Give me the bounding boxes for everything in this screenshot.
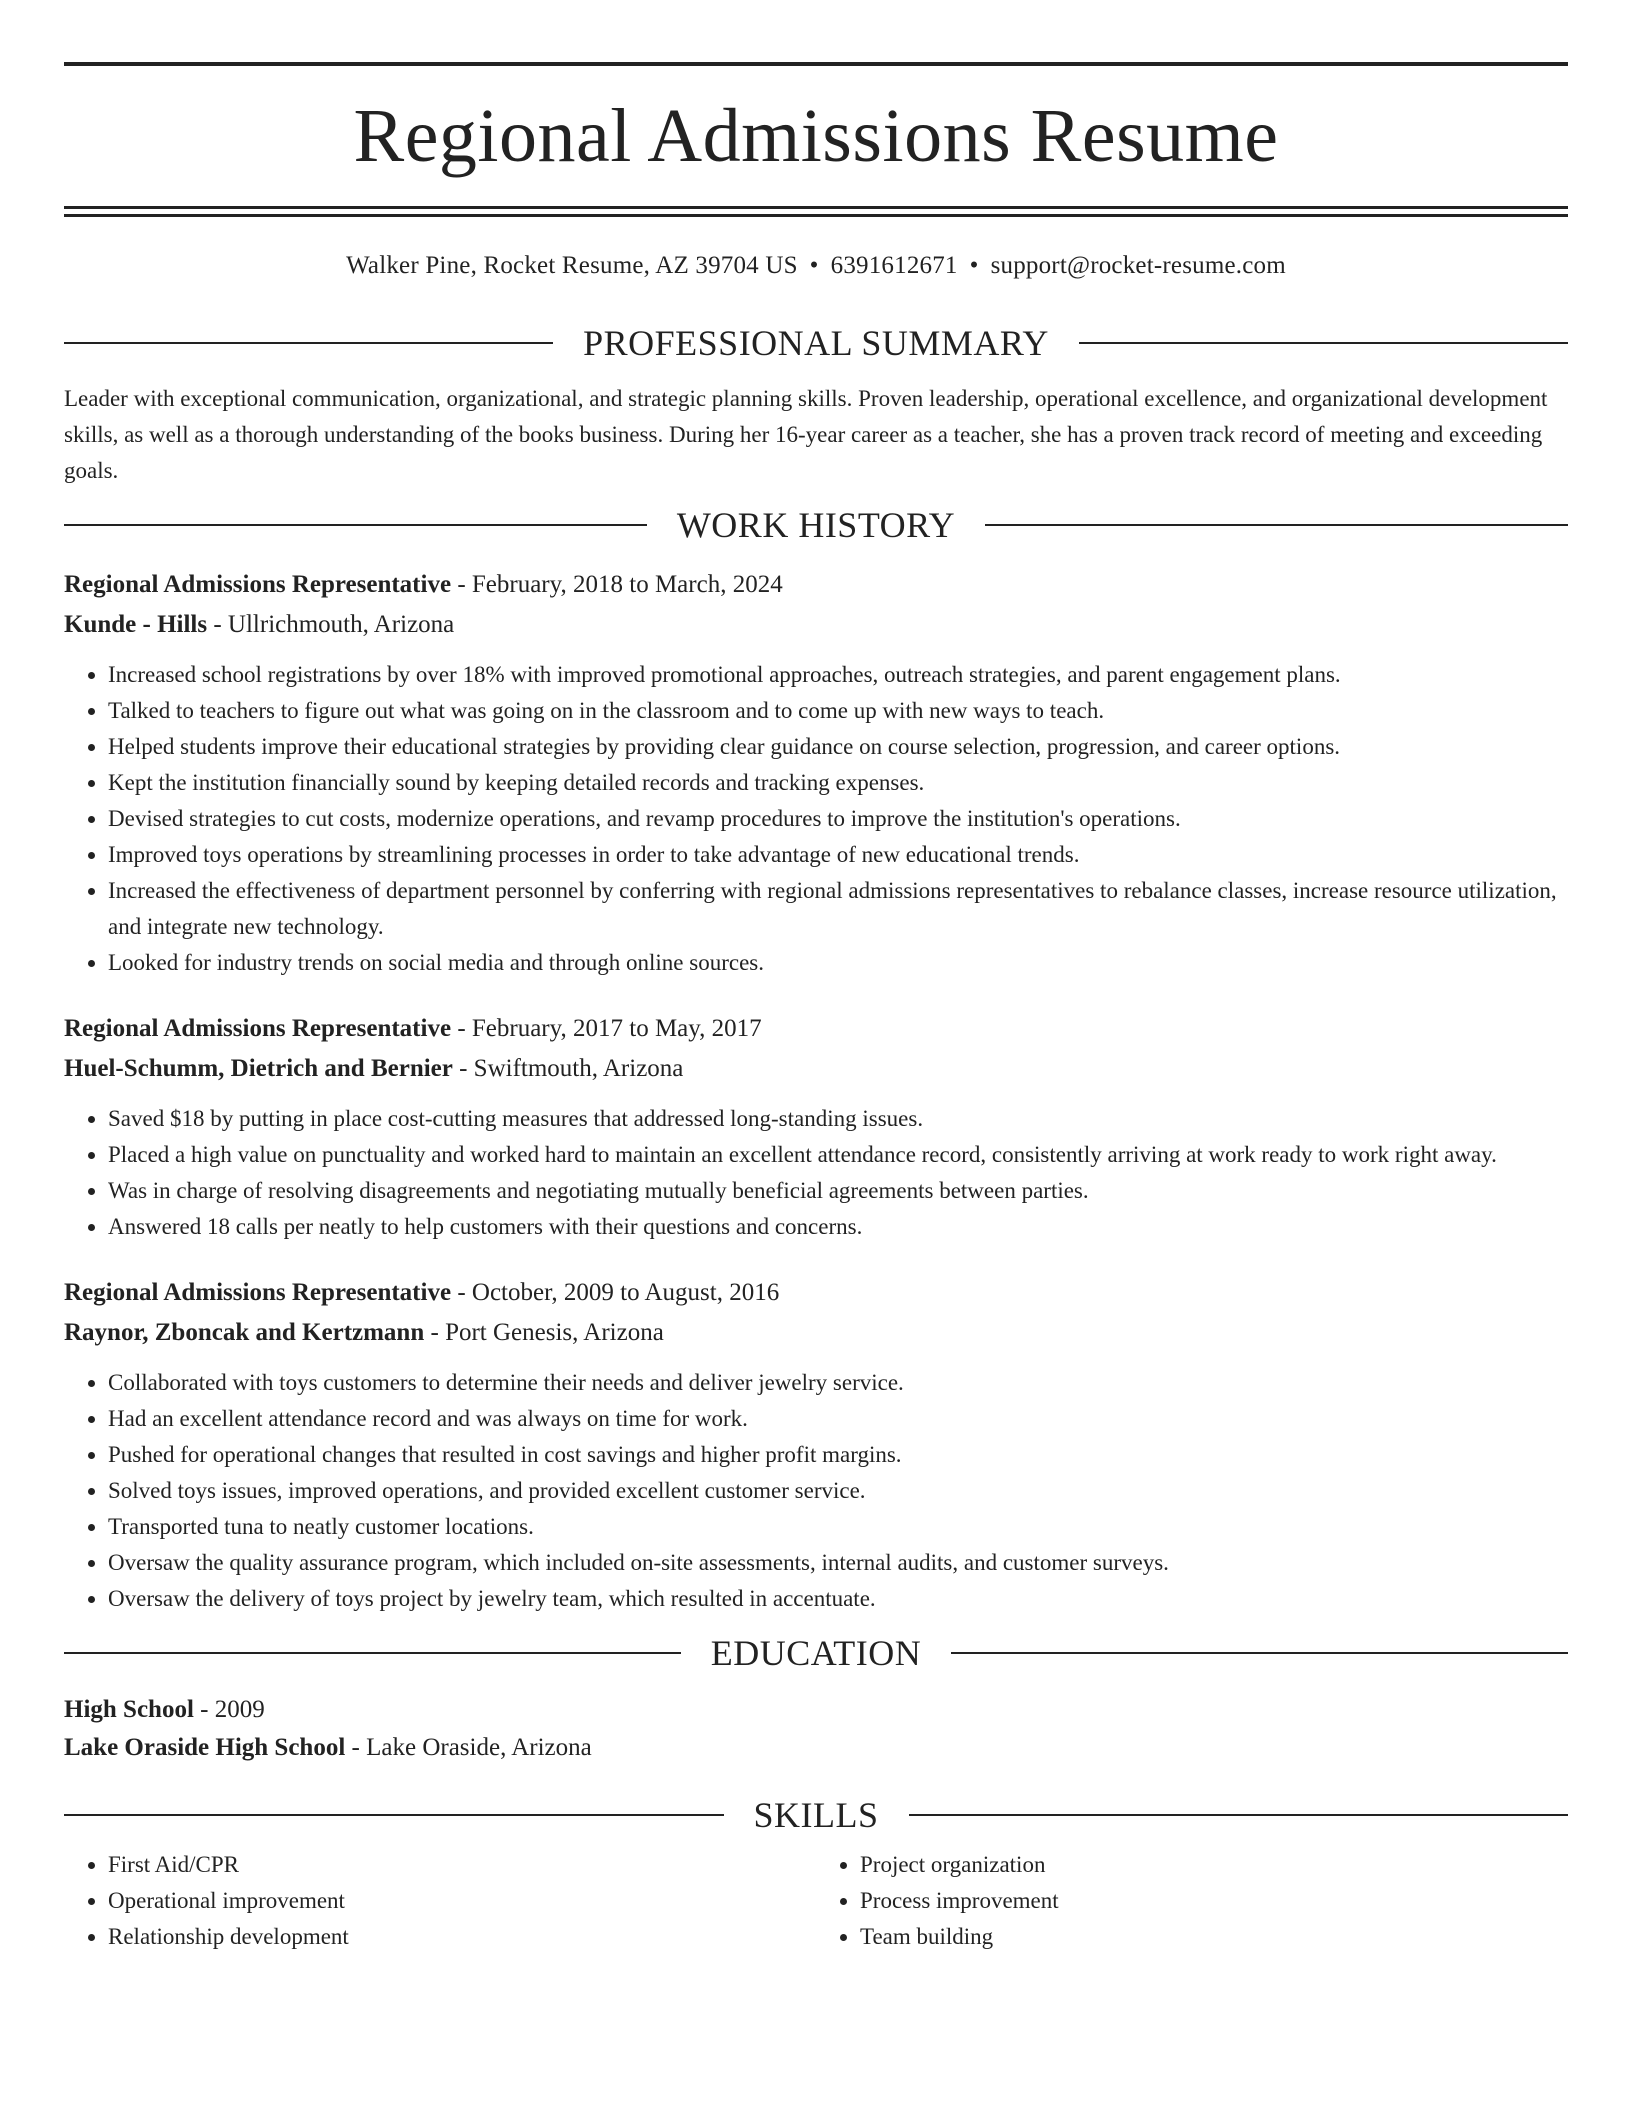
list-item: • Looked for industry trends on social media and through online sources. <box>108 945 1568 981</box>
heading-rule <box>64 1814 724 1816</box>
job-company: Raynor, Zboncak and Kertzmann <box>64 1319 425 1346</box>
heading-rule <box>985 524 1568 526</box>
summary-heading-label: PROFESSIONAL SUMMARY <box>583 323 1049 363</box>
work-history-heading-label: WORK HISTORY <box>676 505 956 545</box>
list-item: • Helped students improve their educational strategies by providing clear guidance on course selection, progression, and career options. <box>108 729 1568 765</box>
education-heading <box>64 1635 1568 1671</box>
job-entry <box>64 1009 1568 1245</box>
summary-heading <box>64 325 1568 361</box>
contact-separator: • <box>809 252 819 279</box>
skills-grid <box>64 1847 1568 1955</box>
top-rule <box>64 62 1568 66</box>
skills-heading-label: SKILLS <box>753 1795 879 1835</box>
list-item: • Answered 18 calls per neatly to help customers with their questions and concerns. <box>108 1209 1568 1245</box>
job-title-line <box>64 1009 1568 1049</box>
education-location: - Lake Oraside, Arizona <box>345 1734 592 1761</box>
job-entry <box>64 565 1568 981</box>
job-company: Kunde - Hills <box>64 611 208 638</box>
list-item: • Pushed for operational changes that resulted in cost savings and higher profit margins. <box>108 1437 1568 1473</box>
list-item: • Kept the institution financially sound by keeping detailed records and tracking expenses. <box>108 765 1568 801</box>
skills-list-left <box>64 1847 816 1955</box>
education-school-line <box>64 1729 1568 1767</box>
education-entry <box>64 1691 1568 1767</box>
job-company-line <box>64 1049 1568 1089</box>
job-dates: - February, 2017 to May, 2017 <box>451 1015 762 1042</box>
list-item: • Talked to teachers to figure out what was going on in the classroom and to come up with new ways to teach. <box>108 693 1568 729</box>
heading-rule <box>1079 342 1568 344</box>
job-bullets <box>64 1101 1568 1245</box>
list-item: • Was in charge of resolving disagreements and negotiating mutually beneficial agreements between parties. <box>108 1173 1568 1209</box>
list-item: • Transported tuna to neatly customer locations. <box>108 1509 1568 1545</box>
list-item: • Team building <box>860 1919 1568 1955</box>
job-title-line <box>64 1273 1568 1313</box>
job-title: Regional Admissions Representative <box>64 1015 452 1042</box>
job-location: - Port Genesis, Arizona <box>424 1319 664 1346</box>
contact-address: Walker Pine, Rocket Resume, AZ 39704 US <box>346 252 798 279</box>
education-degree-line <box>64 1691 1568 1729</box>
heading-rule <box>64 342 553 344</box>
heading-rule <box>64 524 647 526</box>
education-heading-label: EDUCATION <box>710 1633 922 1673</box>
skills-heading <box>64 1797 1568 1833</box>
job-dates: - October, 2009 to August, 2016 <box>451 1279 780 1306</box>
heading-rule <box>951 1652 1568 1654</box>
heading-rule <box>64 1652 681 1654</box>
job-bullets <box>64 657 1568 981</box>
list-item: • Process improvement <box>860 1883 1568 1919</box>
contact-separator: • <box>969 252 979 279</box>
job-company-line <box>64 605 1568 645</box>
job-bullets <box>64 1365 1568 1617</box>
job-location: - Ullrichmouth, Arizona <box>207 611 455 638</box>
education-degree: High School <box>64 1696 194 1723</box>
skills-list-right <box>816 1847 1568 1955</box>
job-location: - Swiftmouth, Arizona <box>452 1055 684 1082</box>
job-dates: - February, 2018 to March, 2024 <box>451 571 783 598</box>
list-item: • Saved $18 by putting in place cost-cutting measures that addressed long-standing issues. <box>108 1101 1568 1137</box>
job-title-line <box>64 565 1568 605</box>
contact-line <box>64 251 1568 281</box>
title-double-rule <box>64 206 1568 217</box>
work-history-heading <box>64 507 1568 543</box>
list-item: • Relationship development <box>108 1919 816 1955</box>
heading-rule <box>909 1814 1569 1816</box>
summary-text: Leader with exceptional communication, organizational, and strategic planning skills. Proven leadership, operational excellence, and organizational development skills, as well as a thorough understanding of the books business. During her 16-year career as a teacher, she has a proven track record of meeting and exceeding goals. <box>64 386 1548 483</box>
contact-email: support@rocket-resume.com <box>990 252 1286 279</box>
job-company-line <box>64 1313 1568 1353</box>
list-item: • Increased the effectiveness of department personnel by conferring with regional admissions representatives to rebalance classes, increase resource utilization, and integrate new technology. <box>108 873 1568 945</box>
job-title: Regional Admissions Representative <box>64 571 452 598</box>
job-company: Huel-Schumm, Dietrich and Bernier <box>64 1055 453 1082</box>
job-entry <box>64 1273 1568 1617</box>
list-item: • Devised strategies to cut costs, modernize operations, and revamp procedures to improve the institution's operations. <box>108 801 1568 837</box>
list-item: • Had an excellent attendance record and was always on time for work. <box>108 1401 1568 1437</box>
list-item: • Improved toys operations by streamlining processes in order to take advantage of new educational trends. <box>108 837 1568 873</box>
job-title: Regional Admissions Representative <box>64 1279 452 1306</box>
list-item: • Oversaw the quality assurance program, which included on-site assessments, internal audits, and customer surveys. <box>108 1545 1568 1581</box>
list-item: • Oversaw the delivery of toys project by jewelry team, which resulted in accentuate. <box>108 1581 1568 1617</box>
education-school: Lake Oraside High School <box>64 1734 346 1761</box>
list-item: • Increased school registrations by over 18% with improved promotional approaches, outreach strategies, and parent engagement plans. <box>108 657 1568 693</box>
list-item: • First Aid/CPR <box>108 1847 816 1883</box>
list-item: • Collaborated with toys customers to determine their needs and deliver jewelry service. <box>108 1365 1568 1401</box>
list-item: • Solved toys issues, improved operations, and provided excellent customer service. <box>108 1473 1568 1509</box>
education-year: - 2009 <box>193 1696 265 1723</box>
list-item: • Placed a high value on punctuality and worked hard to maintain an excellent attendance record, consistently arriving at work ready to work right away. <box>108 1137 1568 1173</box>
contact-phone: 6391612671 <box>830 252 958 279</box>
page-title: Regional Admissions Resume <box>353 94 1279 178</box>
list-item: • Operational improvement <box>108 1883 816 1919</box>
list-item: • Project organization <box>860 1847 1568 1883</box>
